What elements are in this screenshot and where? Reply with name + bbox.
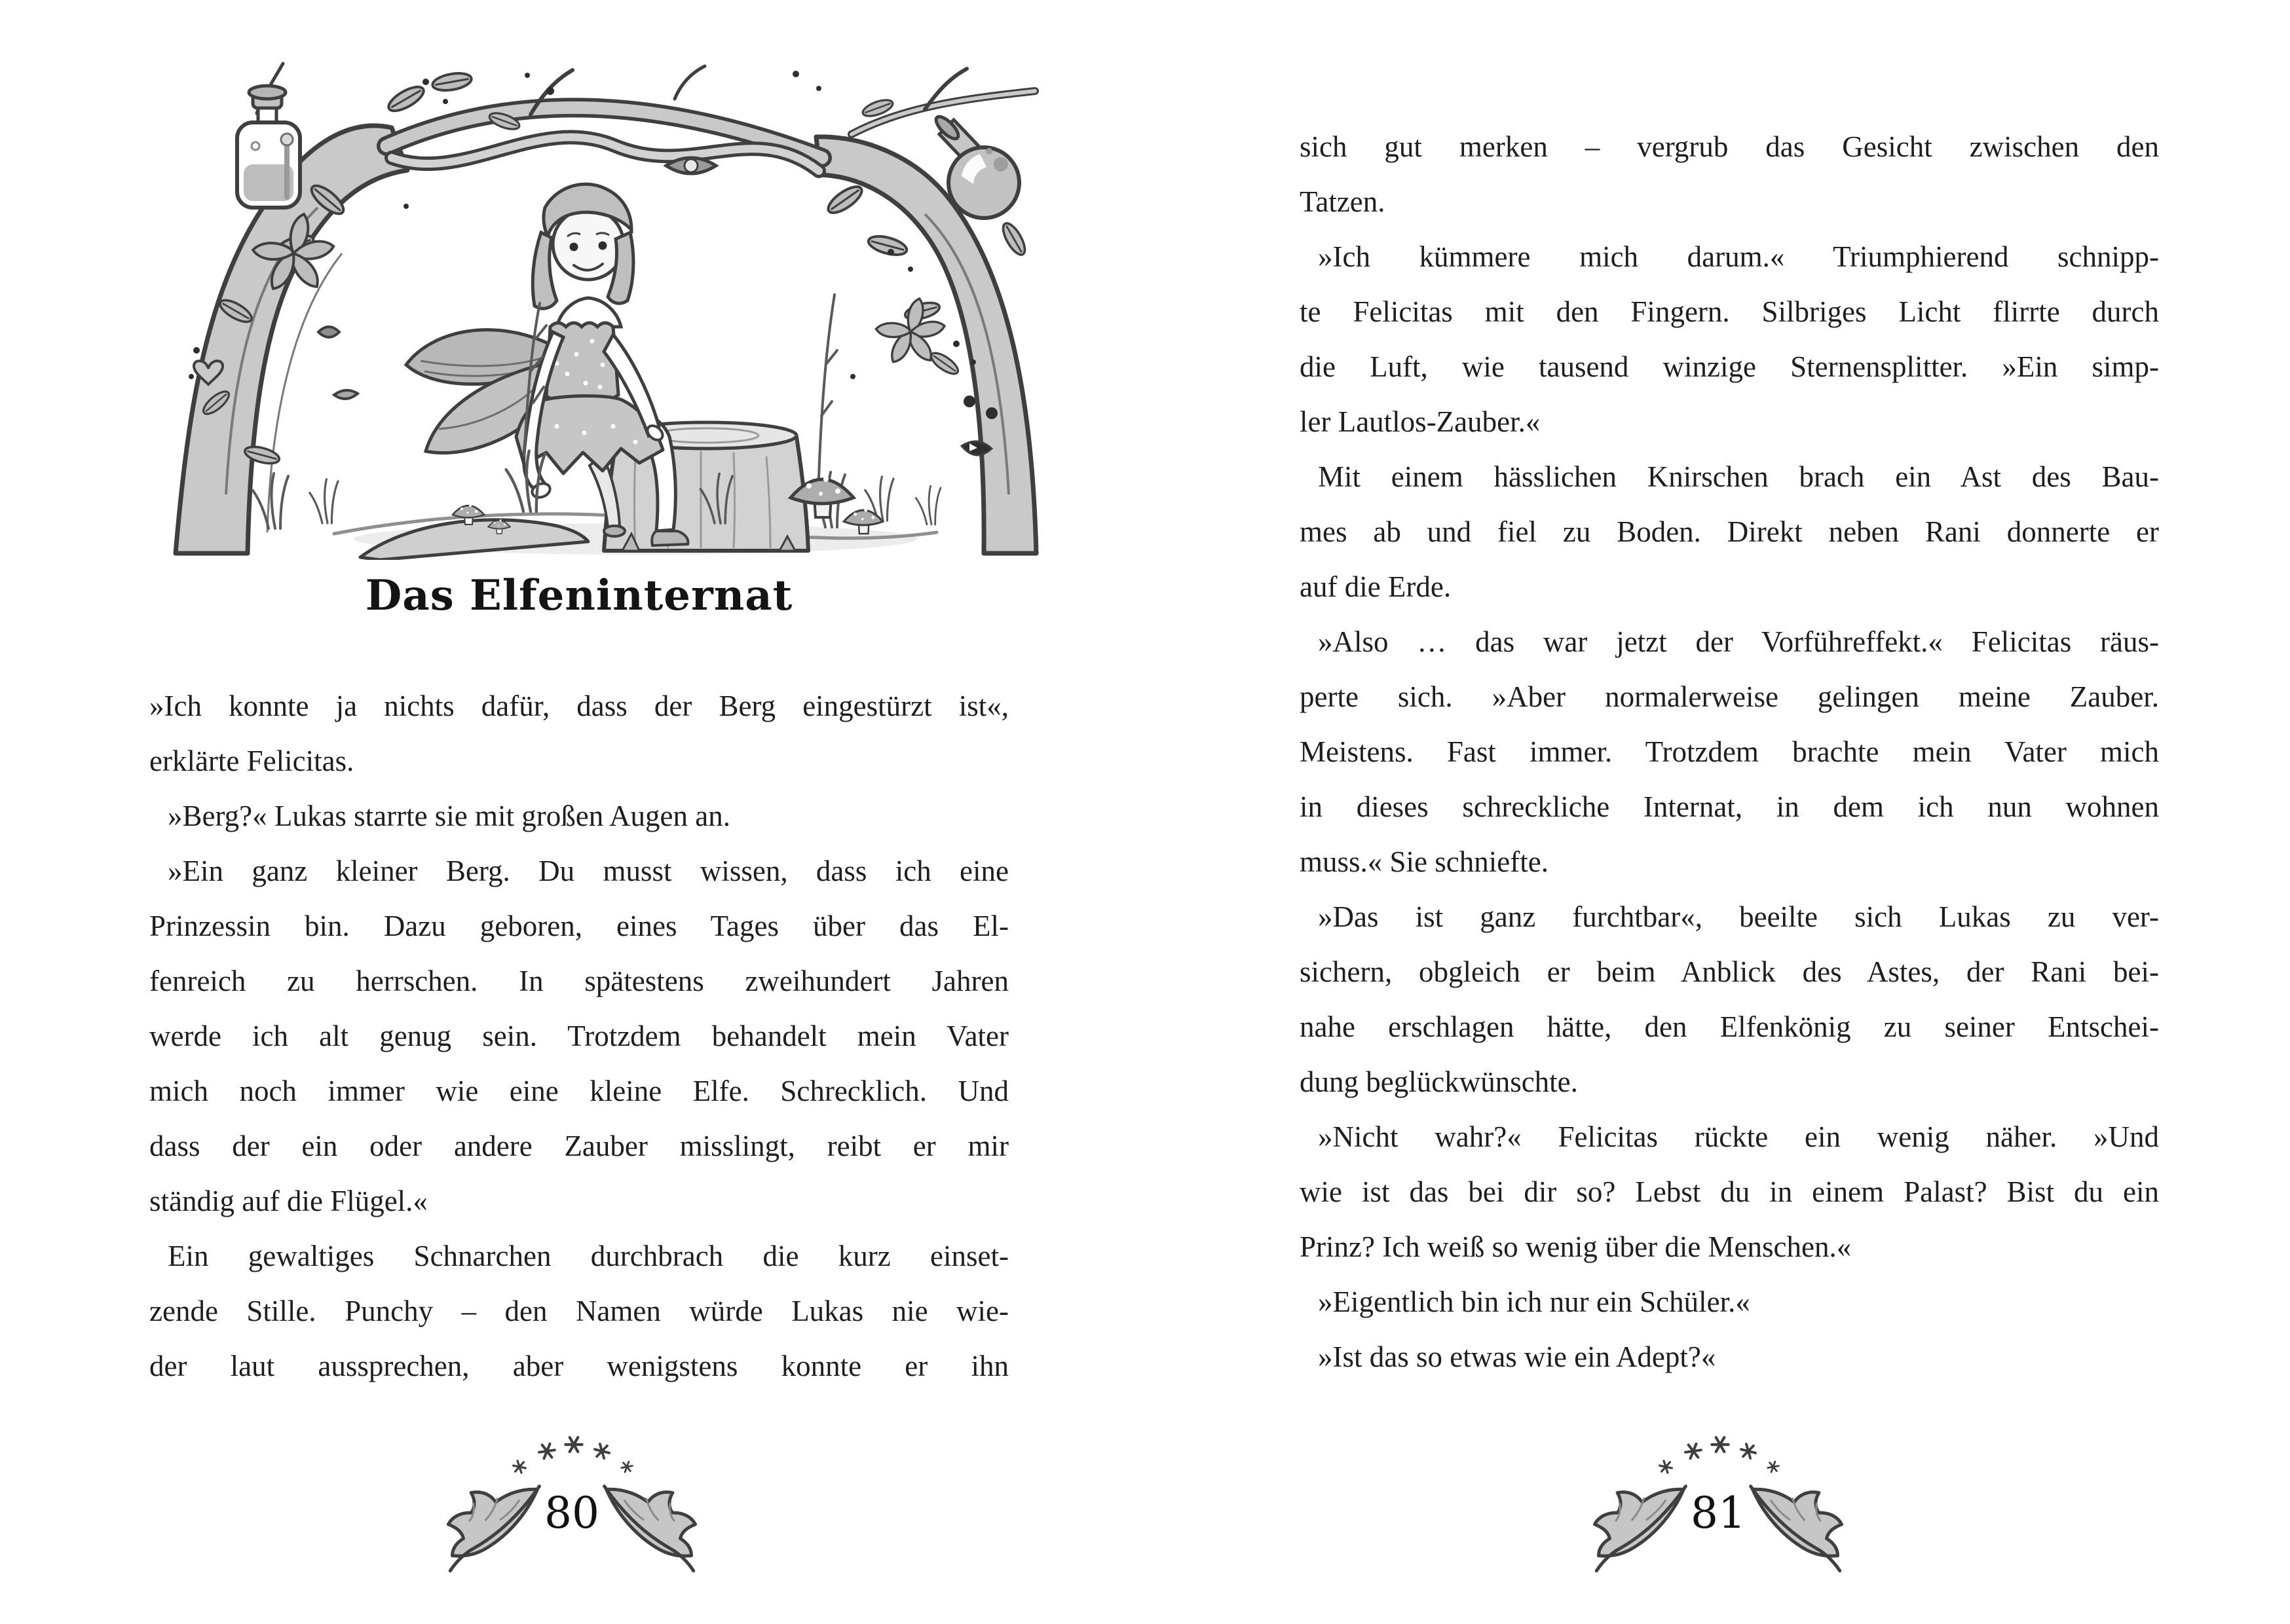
text-line: zende Stille. Punchy – den Namen würde Lukas nie wie- [149, 1295, 1009, 1327]
text-line: Tatzen. [1300, 185, 1385, 218]
text-line: ler Lautlos-Zauber.« [1300, 405, 1541, 438]
text-line: muss.« Sie schniefte. [1300, 845, 1549, 878]
text-line: mes ab und fiel zu Boden. Direkt neben Rani donnerte er [1300, 515, 2159, 548]
sparkle-icon [620, 1461, 633, 1472]
text-line: Prinzessin bin. Dazu geboren, eines Tages über das El- [149, 910, 1009, 942]
sparkle-icon [1685, 1443, 1702, 1459]
text-line: ständig auf die Flügel.« [149, 1185, 428, 1217]
text-line: »Berg?« Lukas starrte sie mit großen Augen an. [168, 800, 730, 832]
fairy-slipper [652, 531, 688, 545]
text-line: »Eigentlich bin ich nur ein Schüler.« [1318, 1285, 1750, 1318]
sparkle-icon [1659, 1460, 1673, 1473]
text-line: der laut aussprechen, aber wenigstens konnte er ihn [149, 1350, 1009, 1382]
text-line: »Ein ganz kleiner Berg. Du musst wissen, dass ich eine [168, 855, 1009, 887]
sparkle-icon [538, 1443, 556, 1459]
sparkle-icon [1740, 1443, 1757, 1460]
chapter-illustration [98, 36, 1055, 560]
text-line: »Ich kümmere mich darum.« Triumphierend schnipp- [1318, 240, 2159, 273]
text-line: wie ist das bei dir so? Lebst du in einem Palast? Bist du ein [1300, 1175, 2159, 1208]
text-line: Ein gewaltiges Schnarchen durchbrach die kurz einset- [168, 1240, 1009, 1272]
text-line: erklärte Felicitas. [149, 745, 354, 777]
text-line: Mit einem hässlichen Knirschen brach ein Ast des Bau- [1318, 460, 2159, 493]
sparkle-icon [1712, 1437, 1728, 1452]
potion-bottle [237, 64, 300, 208]
chapter-title: Das Elfeninternat [365, 571, 793, 620]
sparkle-icon [1767, 1461, 1779, 1472]
text-line: dung beglückwünschte. [1300, 1065, 1578, 1098]
text-line: dass der ein oder andere Zauber misslingt, reibt er mir [149, 1130, 1009, 1162]
text-line: perte sich. »Aber normalerweise gelingen meine Zauber. [1300, 680, 2159, 713]
text-line: in dieses schreckliche Internat, in dem ich nun wohnen [1300, 790, 2159, 823]
right-page-footer [1567, 1428, 1869, 1591]
text-line: »Ist das so etwas wie ein Adept?« [1318, 1340, 1716, 1373]
text-line: Prinz? Ich weiß so wenig über die Menschen.« [1300, 1230, 1852, 1263]
text-line: »Also … das war jetzt der Vorführeffekt.« Felicitas räus- [1318, 625, 2159, 658]
text-line: die Luft, wie tausend winzige Sternensplitter. »Ein simp- [1300, 350, 2159, 383]
left-page-text-column [149, 678, 1009, 1393]
canopy-eye-knot [666, 158, 716, 174]
text-line: Meistens. Fast immer. Trotzdem brachte mein Vater mich [1300, 735, 2159, 768]
page-number: 81 [1691, 1488, 1746, 1538]
text-line: »Das ist ganz furchtbar«, beeilte sich Lukas zu ver- [1318, 900, 2159, 933]
text-line: nahe erschlagen hätte, den Elfenkönig zu seiner Entschei- [1300, 1010, 2159, 1043]
left-page-footer [421, 1428, 723, 1591]
text-line: te Felicitas mit den Fingern. Silbriges Licht flirrte durch [1300, 295, 2159, 328]
right-page-text-column [1300, 119, 2159, 1384]
text-line: fenreich zu herrschen. In spätestens zweihundert Jahren [149, 965, 1009, 997]
text-line: werde ich alt genug sein. Trotzdem behandelt mein Vater [149, 1020, 1009, 1052]
text-line: auf die Erde. [1300, 570, 1452, 603]
sparkle-icon [512, 1460, 527, 1473]
text-line: sichern, obgleich er beim Anblick des Astes, der Rani bei- [1300, 955, 2159, 988]
text-line: mich noch immer wie eine kleine Elfe. Schrecklich. Und [149, 1075, 1009, 1107]
text-line: sich gut merken – vergrub das Gesicht zwischen den [1300, 130, 2159, 163]
text-line: »Nicht wahr?« Felicitas rückte ein wenig näher. »Und [1318, 1120, 2159, 1153]
page-number: 80 [544, 1488, 599, 1538]
sparkle-icon [593, 1443, 611, 1460]
sparkle-icon [565, 1437, 582, 1452]
text-line: »Ich konnte ja nichts dafür, dass der Berg eingestürzt ist«, [149, 690, 1009, 722]
